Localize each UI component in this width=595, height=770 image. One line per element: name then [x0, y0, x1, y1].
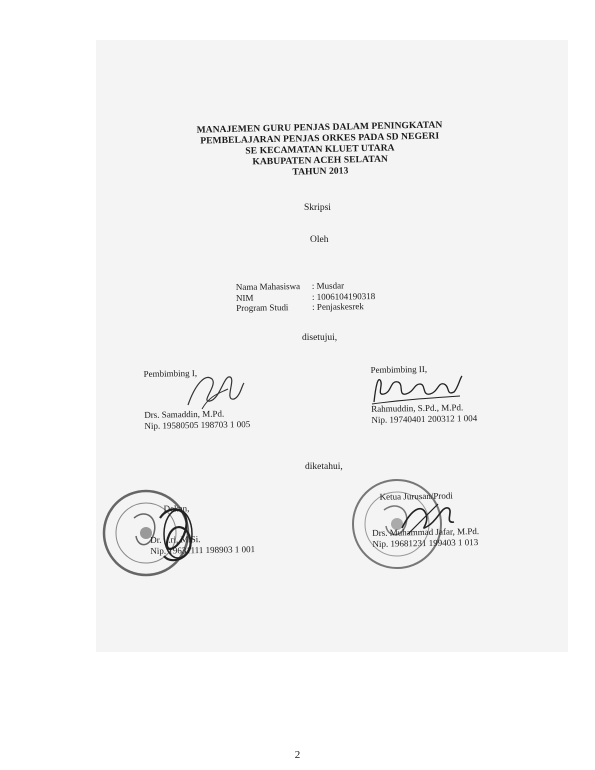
head-block [372, 490, 480, 550]
title-line: MANAJEMEN GURU PENJAS DALAM PENINGKATAN [196, 120, 443, 136]
thesis-title [149, 119, 490, 181]
supervisor2-role: Pembimbing II, [370, 363, 428, 375]
head-name: Drs. Muhammad Jafar, M.Pd. [372, 526, 480, 538]
title-line: SE KECAMATAN KLUET UTARA [245, 143, 395, 157]
known-label: diketahui, [305, 462, 343, 472]
info-row-program [236, 301, 375, 313]
head-nip: Nip. 19681231 199403 1 013 [372, 537, 479, 549]
supervisor1-name: Drs. Samaddin, M.Pd. [144, 408, 225, 420]
info-label: NIM [235, 292, 254, 303]
info-label: Nama Mahasiswa [235, 281, 301, 292]
title-line: TAHUN 2013 [292, 166, 349, 178]
info-label: Program Studi [236, 302, 289, 313]
approved-label: disetujui, [302, 333, 338, 343]
supervisor2-nip: Nip. 19740401 200312 1 004 [371, 413, 478, 425]
title-line: PEMBELAJARAN PENJAS ORKES PADA SD NEGERI [200, 131, 440, 147]
dean-role: Dekan, [163, 503, 190, 514]
title-line: KABUPATEN ACEH SELATAN [252, 154, 389, 168]
head-role: Ketua Jurusan/Prodi [379, 490, 453, 502]
page-number: 2 [294, 749, 301, 761]
supervisor2-name: Rahmuddin, S.Pd., M.Pd. [371, 402, 464, 414]
info-value: : Penjaskesrek [312, 301, 364, 312]
supervisor1-nip: Nip. 19580505 198703 1 005 [144, 419, 251, 431]
dean-name: Dr. ...ri, M.Si. [150, 534, 201, 545]
document-type: Skripsi [304, 203, 331, 213]
signature-icon [180, 365, 250, 415]
info-value: : Musdar [311, 280, 345, 291]
info-value: : 1006104190318 [311, 290, 376, 302]
signature-icon [370, 374, 465, 408]
student-info [236, 280, 376, 313]
supervisor1-role: Pembimbing I, [143, 367, 198, 379]
by-label: Oleh [310, 235, 329, 245]
dean-block [150, 502, 256, 557]
dean-nip: Nip. 19631111 198903 1 001 [150, 544, 256, 556]
